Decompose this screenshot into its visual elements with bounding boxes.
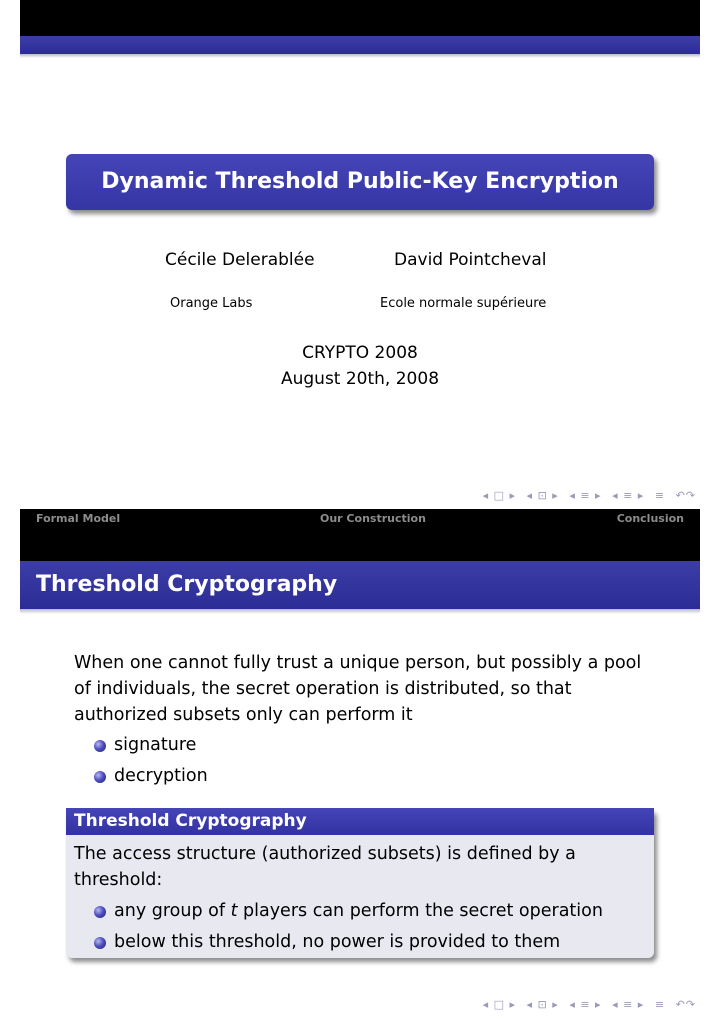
navigation-symbols[interactable] bbox=[477, 489, 696, 502]
block-title: Threshold Cryptography bbox=[66, 808, 654, 835]
nav-frame-icon[interactable]: ◂ □ ▸ bbox=[482, 489, 517, 502]
title-slide bbox=[20, 0, 700, 502]
author-name: Cécile Delerablée bbox=[165, 250, 315, 270]
nav-frame-icon[interactable]: ◂ □ ▸ bbox=[482, 998, 517, 1011]
list-item: signature bbox=[114, 735, 197, 755]
author-affiliation: Ecole normale supérieure bbox=[380, 296, 547, 311]
bullet-ball-icon bbox=[94, 771, 106, 783]
nav-search-back-forward-icon[interactable]: ↶↷ bbox=[675, 489, 696, 502]
nav-document-icon[interactable]: ◂ ≡ ▸ bbox=[612, 489, 645, 502]
list-item: decryption bbox=[114, 766, 208, 786]
nav-section-formal-model[interactable]: Formal Model bbox=[36, 512, 121, 525]
frame-title-shadow bbox=[20, 609, 700, 614]
nav-section-icon[interactable]: ◂ ≡ ▸ bbox=[569, 489, 602, 502]
threshold-variable: t bbox=[230, 901, 238, 921]
bullet-ball-icon bbox=[94, 906, 106, 918]
conference-name: CRYPTO 2008 bbox=[302, 343, 418, 363]
nav-appendix-icon[interactable]: ≡ bbox=[654, 998, 666, 1011]
nav-section-icon[interactable]: ◂ ≡ ▸ bbox=[569, 998, 602, 1011]
header-bar bbox=[20, 529, 700, 561]
navigation-symbols[interactable] bbox=[477, 998, 696, 1011]
header-shadow bbox=[20, 54, 700, 58]
nav-search-back-forward-icon[interactable]: ↶↷ bbox=[675, 998, 696, 1011]
block-text: The access structure (authorized subsets) is defined by a threshold: bbox=[74, 844, 576, 890]
nav-subsection-icon[interactable]: ◂ ⊡ ▸ bbox=[526, 489, 559, 502]
header-bar bbox=[20, 0, 700, 36]
block-list-text: any group of bbox=[114, 901, 231, 921]
nav-section-conclusion[interactable]: Conclusion bbox=[616, 512, 684, 525]
nav-appendix-icon[interactable]: ≡ bbox=[654, 489, 666, 502]
block-list-item: below this threshold, no power is provided to them bbox=[114, 932, 561, 952]
nav-section-our-construction[interactable]: Our Construction bbox=[320, 512, 426, 525]
presentation-title: Dynamic Threshold Public-Key Encryption bbox=[66, 154, 654, 210]
bullet-ball-icon bbox=[94, 937, 106, 949]
block-list-item bbox=[114, 898, 603, 924]
block-list-text: players can perform the secret operation bbox=[237, 901, 603, 921]
nav-subsection-icon[interactable]: ◂ ⊡ ▸ bbox=[526, 998, 559, 1011]
presentation-date: August 20th, 2008 bbox=[280, 369, 440, 389]
author-affiliation: Orange Labs bbox=[170, 296, 253, 311]
content-slide bbox=[20, 509, 700, 1011]
nav-document-icon[interactable]: ◂ ≡ ▸ bbox=[612, 998, 645, 1011]
frame-title: Threshold Cryptography bbox=[36, 572, 338, 597]
header-accent-bar bbox=[20, 36, 700, 54]
author-name: David Pointcheval bbox=[394, 250, 547, 270]
definition-block bbox=[66, 808, 654, 958]
bullet-ball-icon bbox=[94, 740, 106, 752]
intro-paragraph: When one cannot fully trust a unique person, but possibly a pool of individuals, the secret operation is distributed, so that authorized subsets only can perform it bbox=[74, 653, 642, 725]
